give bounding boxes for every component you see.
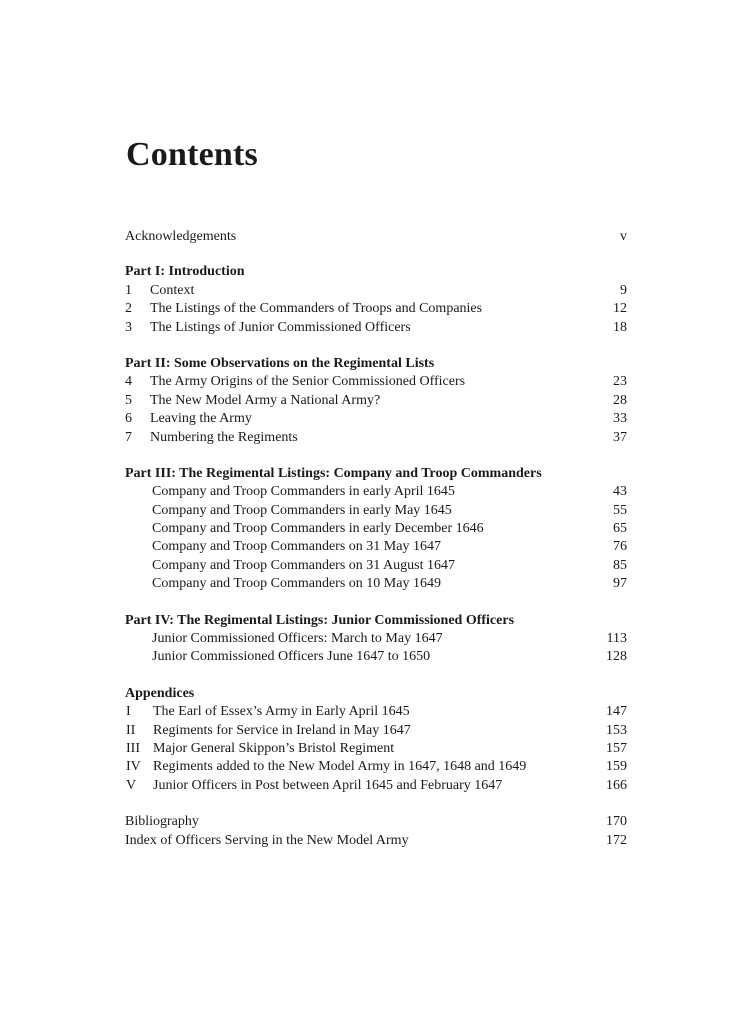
toc-entry-label: The New Model Army a National Army? (150, 392, 381, 408)
toc-entry-page: 23 (613, 374, 627, 390)
chapter-number: 7 (125, 429, 132, 445)
toc-entry-page: 43 (613, 484, 627, 500)
appendix-number: II (126, 722, 136, 738)
toc-entry-acknowledgements[interactable] (125, 228, 627, 246)
part-heading: Part II: Some Observations on the Regimental Lists (125, 355, 435, 371)
toc-entry-label: Junior Commissioned Officers: March to May 1647 (152, 631, 443, 647)
toc-entry-page: 170 (606, 814, 627, 830)
part-heading: Part IV: The Regimental Listings: Junior Commissioned Officers (125, 612, 515, 628)
toc-entry-page: 166 (606, 777, 627, 793)
chapter-number: 6 (125, 411, 132, 427)
toc-entry-page: 172 (606, 832, 627, 848)
toc-entry-page: 153 (606, 722, 627, 738)
toc-entry-page: 97 (613, 576, 627, 592)
toc-entry[interactable] (125, 392, 627, 410)
chapter-number: 5 (125, 392, 132, 408)
toc-entry[interactable] (125, 575, 627, 593)
toc-entry[interactable] (125, 502, 627, 520)
toc-entry-label: Regiments for Service in Ireland in May 1647 (153, 722, 411, 738)
toc-entry[interactable] (125, 648, 627, 666)
toc-entry-label: The Listings of Junior Commissioned Officers (150, 319, 411, 335)
toc-entry-label: The Listings of the Commanders of Troops and Companies (150, 301, 483, 317)
toc-entry-page: 37 (613, 429, 627, 445)
toc-entry[interactable] (125, 282, 627, 300)
toc-entry-page: 113 (606, 631, 627, 647)
toc-entry-label: Bibliography (125, 814, 199, 830)
toc-entry-label: Leaving the Army (150, 411, 252, 427)
chapter-number: 3 (125, 319, 132, 335)
toc-entry-label: The Earl of Essex’s Army in Early April 1645 (153, 704, 410, 720)
toc-entry[interactable] (125, 703, 627, 721)
toc-entry[interactable] (125, 758, 627, 776)
chapter-number: 1 (125, 282, 132, 298)
toc-entry-page: 157 (606, 740, 627, 756)
toc-entry-bibliography[interactable] (125, 813, 627, 831)
appendix-number: I (126, 704, 131, 720)
chapter-number: 4 (125, 374, 132, 390)
toc-entry[interactable] (125, 722, 627, 740)
toc-entry-label: Company and Troop Commanders on 31 August 1647 (152, 557, 455, 573)
toc-entry[interactable] (125, 520, 627, 538)
toc-entry-page: 12 (613, 301, 627, 317)
appendix-number: V (126, 777, 137, 793)
toc-entry-label: Company and Troop Commanders in early December 1646 (152, 521, 484, 537)
toc-entry-label: Junior Officers in Post between April 1645 and February 1647 (153, 777, 503, 793)
toc-entry-page: 33 (613, 411, 627, 427)
toc-entry-page: v (620, 229, 627, 244)
toc-entry[interactable] (125, 630, 627, 648)
toc-entry-page: 65 (613, 521, 627, 537)
toc-entry-page: 85 (613, 557, 627, 573)
toc-entry-label: Company and Troop Commanders in early April 1645 (152, 484, 455, 500)
toc-entry[interactable] (125, 410, 627, 428)
toc-entry[interactable] (125, 373, 627, 391)
toc-entry-label: Context (150, 282, 195, 298)
part-heading: Part I: Introduction (125, 264, 245, 280)
toc-entry[interactable] (125, 319, 627, 337)
toc-entry[interactable] (125, 429, 627, 447)
toc-entry-index[interactable] (125, 832, 627, 850)
toc-entry[interactable] (125, 777, 627, 795)
table-of-contents (125, 228, 627, 850)
chapter-number: 2 (125, 301, 132, 317)
toc-entry-page: 128 (606, 649, 627, 665)
appendix-number: III (126, 740, 140, 756)
toc-entry-label: Company and Troop Commanders on 31 May 1647 (152, 539, 441, 555)
toc-entry-page: 159 (606, 759, 627, 775)
appendices-heading: Appendices (125, 685, 195, 701)
page-title: Contents (126, 136, 258, 173)
toc-entry-page: 147 (606, 704, 627, 720)
toc-entry[interactable] (125, 483, 627, 501)
toc-entry-label: Major General Skippon’s Bristol Regiment (153, 740, 395, 756)
toc-entry[interactable] (125, 557, 627, 575)
toc-entry-label: Numbering the Regiments (150, 429, 298, 445)
toc-entry-page: 28 (613, 392, 627, 408)
toc-entry-page: 76 (613, 539, 627, 555)
toc-entry[interactable] (125, 300, 627, 318)
appendix-number: IV (126, 759, 141, 775)
toc-entry-label: Company and Troop Commanders in early May 1645 (152, 502, 452, 518)
toc-entry-page: 18 (613, 319, 627, 335)
toc-entry-label: Index of Officers Serving in the New Model Army (125, 832, 409, 848)
toc-entry[interactable] (125, 740, 627, 758)
toc-entry-label: Company and Troop Commanders on 10 May 1649 (152, 576, 441, 592)
toc-entry-label: Junior Commissioned Officers June 1647 to 1650 (152, 649, 431, 665)
toc-entry[interactable] (125, 538, 627, 556)
toc-entry-label: Acknowledgements (125, 229, 237, 244)
toc-entry-label: Regiments added to the New Model Army in 1647, 1648 and 1649 (153, 759, 527, 775)
part-heading: Part III: The Regimental Listings: Company and Troop Commanders (125, 465, 542, 481)
toc-entry-page: 9 (620, 282, 627, 298)
toc-entry-page: 55 (613, 502, 627, 518)
toc-entry-label: The Army Origins of the Senior Commissioned Officers (150, 374, 466, 390)
